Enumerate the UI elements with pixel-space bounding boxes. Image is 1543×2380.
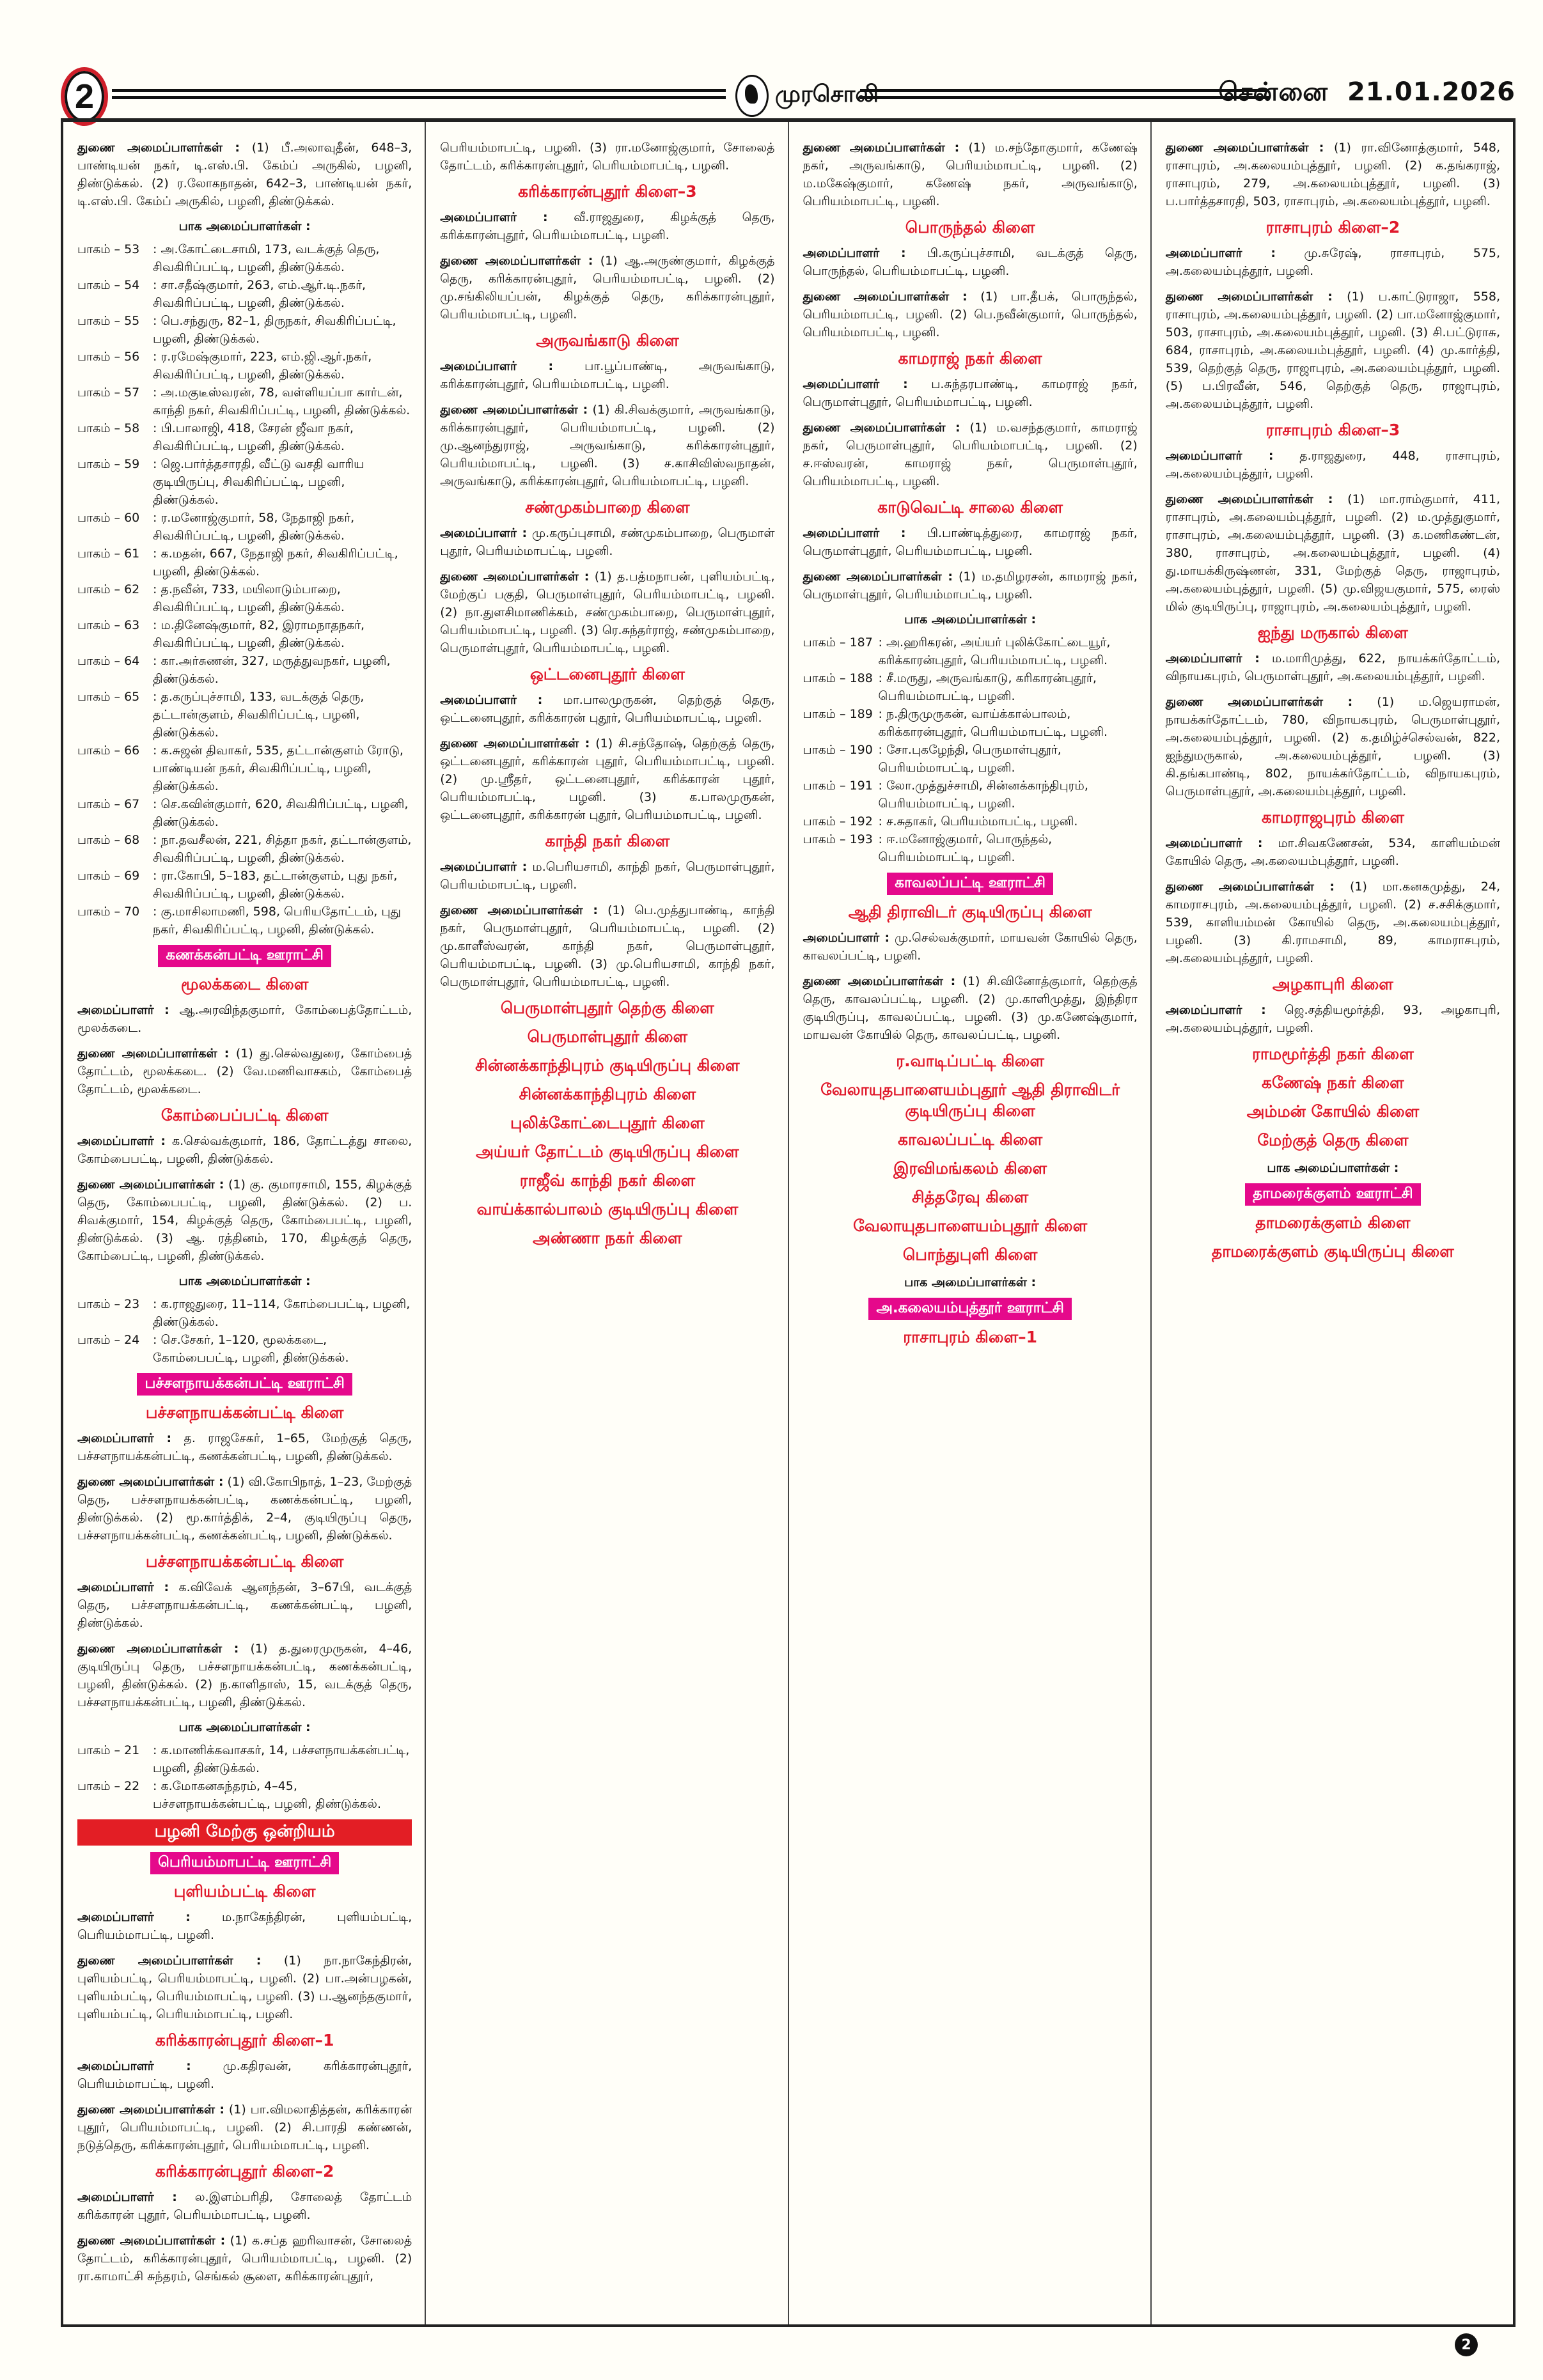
entry-text: பி.கருப்புச்சாமி, வடக்குத் தெரு, பொருந்தல், பெரியம்மாபட்டி, பழனி.	[803, 246, 1138, 278]
entry-label: அமைப்பாளர் :	[1165, 246, 1276, 260]
union-banner: பழனி மேற்கு ஒன்றியம்	[77, 1819, 412, 1846]
booth-organizer: : சா.சதீஷ்குமார், 263, எம்.ஆர்.டி.நகர், சிவகிரிப்பட்டி, பழனி, திண்டுக்கல்.	[153, 278, 366, 310]
branch-heading: ராசாபுரம் கிளை–2	[1265, 218, 1400, 237]
column-2	[426, 122, 788, 2324]
entry-paragraph	[77, 1473, 412, 1544]
entry-text: (1) கு. குமாரசாமி, 155, கிழக்குத் தெரு, கோம்பைபட்டி, பழனி, திண்டுக்கல். (2) ப. சிவக்குமார், 154, கிழக்குத் தெரு, கோம்பைபட்டி, பழனி, திண்டுக்கல். (3) ஆ. ரத்தினம், 170, கிழக்குத் தெரு, கோம்பைட்டி, பழனி, திண்டுக்கல்.	[77, 1178, 412, 1263]
booth-number: பாகம் – 58	[77, 421, 140, 435]
branch-heading: புளியம்பட்டி கிளை	[173, 1882, 316, 1901]
column-4	[1152, 122, 1513, 2324]
branch-heading: சின்னக்காந்திபுரம் கிளை	[519, 1085, 696, 1103]
entry-paragraph	[803, 288, 1138, 341]
entry-label: அமைப்பாளர் :	[1165, 836, 1263, 850]
booth-number: பாகம் – 24	[77, 1333, 140, 1347]
entry-label: துணை அமைப்பாளர்கள் :	[77, 1178, 224, 1192]
entry-paragraph	[77, 139, 412, 210]
entry-paragraph	[77, 1045, 412, 1098]
date: 21.01.2026	[1347, 77, 1516, 107]
entry-paragraph	[803, 568, 1138, 603]
entry-label: அமைப்பாளர் :	[440, 860, 528, 874]
entry-text: வீ.ராஜதுரை, கிழக்குத் தெரு, கரிக்காரன்புதூர், பெரியம்மாபட்டி, பழனி.	[440, 210, 775, 242]
booth-number: பாகம் – 190	[803, 743, 873, 757]
booth-number: பாகம் – 22	[77, 1779, 140, 1793]
panchayat-banner: பச்சளநாயக்கன்பட்டி ஊராட்சி	[137, 1373, 352, 1396]
entry-label: துணை அமைப்பாளர்கள் :	[803, 290, 967, 304]
emblem-icon	[735, 75, 769, 117]
booth-organizer: : ஜெ.பார்த்தசாரதி, வீட்டு வசதி வாரிய குடியிருப்பு, சிவகிரிப்பட்டி, பழனி, திண்டுக்கல்.	[153, 457, 364, 507]
booth-entry	[77, 276, 412, 312]
entry-label: துணை அமைப்பாளர்கள் :	[440, 403, 588, 417]
booth-organizer: : ச.சுதாகர், பெரியம்மாபட்டி, பழனி.	[878, 814, 1078, 828]
booth-entry	[77, 1331, 412, 1367]
booth-organizer: : த.கருப்புச்சாமி, 133, வடக்குத் தெரு, தட்டான்குளம், சிவகிரிப்பட்டி, பழனி, திண்டுக்கல்.	[153, 690, 364, 740]
booth-organizer: : ம.தினேஷ்குமார், 82, இராமநாதநகர், சிவகிரிப்பட்டி, பழனி, திண்டுக்கல்.	[153, 618, 365, 650]
entry-text: (1) து.செல்வதுரை, கோம்பைத் தோட்டம், மூலக்கடை. (2) வே.மணிவாசகம், கோம்பைத் தோட்டம், மூலக்கடை.	[77, 1046, 412, 1096]
booth-entry	[77, 795, 412, 831]
branch-heading: மூலக்கடை கிளை	[180, 975, 309, 993]
entry-label: துணை அமைப்பாளர்கள் :	[803, 421, 960, 435]
entry-label: அமைப்பாளர் :	[77, 1910, 191, 1924]
booth-number: பாகம் – 70	[77, 905, 140, 919]
entry-text: (1) ரா.வினோத்குமார், 548, ராசாபுரம், அ.கலையம்புத்தூர், பழனி. (2) க.தங்கராஜ், ராசாபுரம், 279, அ.கலையம்புத்தூர், பழனி. (3) ப.பார்த்தசாரதி, 503, ராசாபுரம், அ.கலையம்புத்தூர், பழனி.	[1165, 141, 1500, 208]
entry-text: ம.பெரியசாமி, காந்தி நகர், பெருமாள்புதூர், பெரியம்மாபட்டி, பழனி.	[440, 860, 775, 892]
entry-paragraph	[1166, 288, 1500, 413]
entry-paragraph	[803, 929, 1138, 965]
branch-heading: பொந்துபுளி கிளை	[902, 1245, 1038, 1264]
booth-entry	[77, 688, 412, 742]
booth-number: பாகம் – 187	[803, 635, 873, 649]
entry-text: (1) சி.வினோத்குமார், தெற்குத் தெரு, காவலப்பட்டி, பழனி. (2) மு.காளிமுத்து, இந்திரா குடியிருப்பு, காவலப்பட்டி, பழனி. (3) மு.கணேஷ்குமார், மாயவன் கோயில் தெரு, காவலப்பட்டி, பழனி.	[803, 974, 1138, 1042]
entry-label: அமைப்பாளர் :	[440, 210, 548, 224]
branch-heading: அருவங்காடு கிளை	[536, 331, 679, 350]
entry-text: பா.பூப்பாண்டி, அருவங்காடு, கரிக்காரன்புதூர், பெரியம்மாபட்டி, பழனி.	[440, 359, 775, 391]
branch-heading: காவலப்பட்டி கிளை	[898, 1130, 1043, 1149]
panchayat-banner: தாமரைக்குளம் ஊராட்சி	[1245, 1183, 1421, 1206]
booth-entry	[77, 240, 412, 276]
booth-entry	[77, 1777, 412, 1813]
booth-organizer: : லோ.முத்துச்சாமி, சின்னக்காந்திபுரம், பெரியம்மாபட்டி, பழனி.	[878, 779, 1088, 811]
booth-number: பாகம் – 57	[77, 385, 140, 400]
newspaper-logo	[735, 75, 879, 117]
entry-text: மா.சிவகணேசன், 534, காளியம்மன் கோயில் தெரு, அ.கலையம்புத்தூர், பழனி.	[1165, 836, 1500, 868]
booth-entry	[77, 580, 412, 616]
booth-entry	[803, 777, 1138, 813]
booth-entry	[803, 634, 1138, 669]
branch-heading: சின்னக்காந்திபுரம் குடியிருப்பு கிளை	[475, 1056, 740, 1075]
branch-heading: மேற்குத் தெரு கிளை	[1257, 1131, 1409, 1149]
booth-organizer: : க.மாணிக்கவாசகர், 14, பச்சளநாயக்கன்பட்டி, பழனி, திண்டுக்கல்.	[153, 1743, 410, 1775]
entry-paragraph	[77, 1640, 412, 1711]
entry-label: அமைப்பாளர் :	[440, 526, 528, 540]
entry-label: அமைப்பாளர் :	[440, 693, 543, 707]
branch-heading: பெருமாள்புதூர் கிளை	[527, 1027, 688, 1046]
entry-label: துணை அமைப்பாளர்கள் :	[440, 254, 593, 268]
entry-paragraph	[1166, 649, 1500, 685]
booth-entry	[77, 742, 412, 795]
booth-number: பாகம் – 55	[77, 314, 140, 328]
entry-paragraph	[1166, 834, 1500, 870]
booth-entry	[77, 455, 412, 509]
entry-paragraph	[440, 568, 774, 657]
dateline	[1218, 77, 1516, 110]
entry-text: (1) ம.வசந்தகுமார், காமராஜ் நகர், பெருமாள்புதூர், பெரியம்மாபட்டி, பழனி. (2) ச.ஈஸ்வரன், காமராஜ் நகர், பெருமாள்புதூர், பெரியம்மாபட்டி, பழனி.	[803, 421, 1138, 488]
entry-label: துணை அமைப்பாளர்கள் :	[1165, 141, 1324, 155]
branch-heading: ராசாபுரம் கிளை–3	[1265, 421, 1400, 439]
footer-page-number: 2	[1455, 2333, 1478, 2356]
entry-label: அமைப்பாளர் :	[77, 1134, 166, 1148]
booth-organizer: : சோ.புகழேந்தி, பெருமாள்புதூர், பெரியம்மாபட்டி, பழனி.	[878, 743, 1061, 775]
booth-number: பாகம் – 64	[77, 654, 140, 668]
entry-paragraph	[803, 375, 1138, 411]
branch-heading: கரிக்காரன்புதூர் கிளை–3	[518, 182, 697, 201]
branch-heading: தாமரைக்குளம் குடியிருப்பு கிளை	[1211, 1242, 1454, 1261]
booth-organizer: : ர.மனோஜ்குமார், 58, நேதாஜி நகர், சிவகிரிப்பட்டி, பழனி, திண்டுக்கல்.	[153, 511, 355, 543]
branch-heading: புலிக்கோட்டைபுதூர் கிளை	[510, 1114, 705, 1132]
entry-text: (1) க.சப்த ஹரிவாசன், சோலைத் தோட்டம், கரிக்காரன்புதூர், பெரியம்மாபட்டி, பழனி. (2) ரா.காமாட்சி சுந்தரம், செங்கல் சூளை, கரிக்காரன்புதூர்,	[77, 2234, 412, 2283]
entry-text: (1) மா.கனகமுத்து, 24, காமராசபுரம், அ.கலையம்புத்தூர், பழனி. (2) ச.சசிக்குமார், 539, காளியம்மன் கோயில் தெரு, அ.கலையம்புத்தூர், பழனி. (3) கி.ராமசாமி, 89, காமராசபுரம், அ.கலையம்புத்தூர், பழனி.	[1165, 880, 1501, 965]
booth-number: பாகம் – 21	[77, 1743, 140, 1757]
entry-label: அமைப்பாளர் :	[803, 246, 906, 260]
entry-text: (1) த.பத்மநாபன், புளியம்பட்டி, மேற்குப் பகுதி, பெருமாள்புதூர், பெரியம்மாபட்டி, பழனி. (2) நா.துளசிமாணிக்கம், சண்முகம்பாறை, பெருமாள்புதூர், பெரியம்மாபட்டி, பழனி. (3) ரெ.சுந்தர்ராஜ், சண்முகம்பாறை, பெருமாள்புதூர், பெரியம்மாபட்டி, பழனி.	[440, 570, 775, 655]
booth-number: பாகம் – 192	[803, 814, 873, 828]
booth-number: பாகம் – 191	[803, 779, 873, 793]
panchayat-banner: காவலப்பட்டி ஊராட்சி	[887, 873, 1053, 895]
entry-paragraph	[803, 972, 1138, 1044]
branch-heading: வாய்க்கால்பாலம் குடியிருப்பு கிளை	[476, 1200, 739, 1218]
entry-text: ஜெ.சத்தியமூர்த்தி, 93, அழகாபுரி, அ.கலையம்புத்தூர், பழனி.	[1165, 1003, 1500, 1035]
booth-organizer: : அ.ஹரிகரன், அய்யர் புலிக்கோட்டையூர், கரிக்காரன்புதூர், பெரியம்மாபட்டி, பழனி.	[878, 635, 1111, 667]
city: சென்னை	[1218, 77, 1329, 107]
booth-organizer: : க.மதன், 667, நேதாஜி நகர், சிவகிரிப்பட்டி, பழனி, திண்டுக்கல்.	[153, 547, 398, 579]
booth-organizer: : த.நவீன், 733, மயிலாடும்பாறை, சிவகிரிப்பட்டி, பழனி, திண்டுக்கல்.	[153, 582, 345, 614]
booth-organizer: : கா.அர்சுணன், 327, மருத்துவநகர், பழனி, திண்டுக்கல்.	[153, 654, 391, 686]
branch-heading: அம்மன் கோயில் கிளை	[1246, 1102, 1420, 1121]
booth-number: பாகம் – 68	[77, 833, 140, 847]
booth-entry	[803, 669, 1138, 705]
entry-paragraph	[440, 691, 774, 727]
entry-paragraph	[440, 401, 774, 490]
booth-entry	[803, 813, 1138, 830]
branch-heading: காமராஜ் நகர் கிளை	[898, 349, 1042, 368]
entry-paragraph	[803, 244, 1138, 280]
branch-heading: பெருமாள்புதூர் தெற்கு கிளை	[500, 999, 714, 1017]
booth-organizer: : பெ.சந்துரு, 82–1, திருநகர், சிவகிரிப்பட்டி, பழனி, திண்டுக்கல்.	[153, 314, 396, 346]
branch-heading: ராஜீவ் காந்தி நகர் கிளை	[519, 1171, 696, 1190]
branch-heading: காடுவெட்டி சாலை கிளை	[877, 498, 1063, 517]
article-columns	[61, 118, 1516, 2327]
entry-label: அமைப்பாளர் :	[77, 2190, 177, 2204]
branch-heading: கோம்பைப்பட்டி கிளை	[161, 1106, 329, 1124]
entry-text: பெரியம்மாபட்டி, பழனி. (3) ரா.மனோஜ்குமார், சோலைத் தோட்டம், கரிக்காரன்புதூர், பெரியம்மாபட்டி, பழனி.	[440, 141, 775, 173]
entry-text: (1) நா.நாகேந்திரன், புளியம்பட்டி, பெரியம்மாபட்டி, பழனி. (2) பா.அன்பழகன், புளியம்பட்டி, பெரியம்மாபட்டி, பழனி. (3) ப.ஆனந்தகுமார், புளியம்பட்டி, பெரியம்மாபட்டி, பழனி.	[77, 1954, 412, 2021]
entry-text: (1) பீ.அலாவுதீன், 648–3, பாண்டியன் நகர், டி.எஸ்.பி. கேம்ப் அருகில், பழனி, திண்டுக்கல். (2) ர.லோகநாதன், 642–3, பாண்டியன் நகர், டி.எஸ்.பி. கேம்ப் அருகில், பழனி, திண்டுக்கல்.	[77, 141, 412, 208]
booth-number: பாகம் – 66	[77, 743, 140, 758]
entry-text: மு.சுரேஷ், ராசாபுரம், 575, அ.கலையம்புத்தூர், பழனி.	[1165, 246, 1501, 278]
booth-organizers-subhead: பாக அமைப்பாளர்கள் :	[904, 1275, 1037, 1289]
entry-paragraph	[1166, 693, 1500, 800]
entry-text: (1) ம.சந்தோகுமார், கணேஷ் நகர், அருவங்காடு, பெரியம்மாபட்டி, பழனி. (2) ம.மகேஷ்குமார், கணேஷ் நகர், அருவங்காடு, பெரியம்மாபட்டி, பழனி.	[803, 141, 1138, 208]
branch-heading: காந்தி நகர் கிளை	[545, 832, 670, 850]
entry-paragraph	[1166, 139, 1500, 210]
entry-paragraph	[77, 2188, 412, 2224]
branch-heading: ராசாபுரம் கிளை–1	[903, 1328, 1038, 1346]
entry-label: துணை அமைப்பாளர்கள் :	[1165, 290, 1333, 304]
booth-entry	[77, 348, 412, 384]
branch-heading: ஐந்து மருகால் கிளை	[1257, 623, 1408, 642]
entry-paragraph	[803, 524, 1138, 560]
entry-text: மா.பாலமுருகன், தெற்குத் தெரு, ஒட்டனைபுதூர், கரிக்காரன் புதூர், பெரியம்மாபட்டி, பழனி.	[440, 693, 775, 725]
entry-text: (1) பெ.முத்துபாண்டி, காந்தி நகர், பெருமாள்புதூர், பெரியம்மாபட்டி, பழனி. (2) மு.காளீஸ்வரன், காந்தி நகர், பெருமாள்புதூர், பெரியம்மாபட்டி, பழனி. (3) மு.பெரியசாமி, காந்தி நகர், பெருமாள்புதூர், பெரியம்மாபட்டி, பழனி.	[440, 903, 775, 989]
entry-text: (1) பா.தீபக், பொருந்தல், பெரியம்மாபட்டி, பழனி. (2) பெ.நவீன்குமார், பொருந்தல், பெரியம்மாபட்டி, பழனி.	[803, 290, 1138, 339]
entry-label: அமைப்பாளர் :	[803, 931, 890, 945]
entry-text: ஆ.அரவிந்தகுமார், கோம்பைத்தோட்டம், மூலக்கடை.	[77, 1003, 412, 1035]
booth-organizer: : க.மோகனசுந்தரம், 4–45, பச்சளநாயக்கன்பட்டி, பழனி, திண்டுக்கல்.	[153, 1779, 381, 1811]
booth-organizer: : க.ராஜதுரை, 11–114, கோம்பைபட்டி, பழனி, திண்டுக்கல்.	[153, 1297, 411, 1329]
booth-organizer: : செ.கவின்குமார், 620, சிவகிரிப்பட்டி, பழனி, திண்டுக்கல்.	[153, 797, 409, 829]
entry-paragraph	[1166, 1001, 1500, 1037]
entry-text: த. ராஜசேகர், 1–65, மேற்குத் தெரு, பச்சளநாயக்கன்பட்டி, கணக்கன்பட்டி, பழனி, திண்டுக்கல்.	[77, 1431, 412, 1463]
entry-label: அமைப்பாளர் :	[77, 1580, 169, 1594]
booth-organizer: : பி.பாலாஜி, 418, சேரன் ஜீவா நகர், சிவகிரிப்பட்டி, பழனி, திண்டுக்கல்.	[153, 421, 354, 453]
entry-text: ல.இளம்பரிதி, சோலைத் தோட்டம் கரிக்காரன் புதூர், பெரியம்மாபட்டி, பழனி.	[77, 2190, 412, 2222]
page-number-badge: 2	[61, 67, 108, 126]
branch-heading: பச்சளநாயக்கன்பட்டி கிளை	[145, 1403, 344, 1422]
branch-heading: கரிக்காரன்புதூர் கிளை–2	[155, 2162, 334, 2181]
entry-paragraph	[1166, 878, 1500, 967]
booth-number: பாகம் – 63	[77, 618, 140, 632]
entry-label: அமைப்பாளர் :	[1165, 651, 1260, 665]
entry-text: (1) பா.விமலாதித்தன், கரிக்காரன் புதூர், பெரியம்மாபட்டி, பழனி. (2) சி.பாரதி கண்ணன், நடுத்தெரு, கரிக்காரன்புதூர், பெரியம்மாபட்டி, பழனி.	[77, 2103, 412, 2152]
entry-paragraph	[803, 139, 1138, 210]
masthead-rule	[860, 89, 1269, 99]
branch-heading: வேலாயுதபாளையம்புதூர் ஆதி திராவிடர் குடியிருப்பு கிளை	[820, 1080, 1120, 1120]
entry-paragraph	[77, 1908, 412, 1944]
entry-label: துணை அமைப்பாளர்கள் :	[803, 974, 956, 988]
booth-number: பாகம் – 61	[77, 547, 140, 561]
branch-heading: வேலாயுதபாளையம்புதூர் கிளை	[853, 1217, 1088, 1235]
entry-text: ம.நாகேந்திரன், புளியம்பட்டி, பெரியம்மாபட்டி, பழனி.	[77, 1910, 412, 1942]
entry-paragraph	[77, 2057, 412, 2093]
entry-label: துணை அமைப்பாளர்கள் :	[77, 141, 240, 155]
column-1	[63, 122, 426, 2324]
entry-text: ம.மாரிமுத்து, 622, நாயக்கர்தோட்டம், விநாயகபுரம், பெருமாள்புதூர், அ.கலையம்புத்தூர், பழனி.	[1165, 651, 1501, 683]
panchayat-banner: கணக்கன்பட்டி ஊராட்சி	[158, 945, 331, 967]
booth-entry	[77, 903, 412, 938]
entry-text: (1) ப.காட்டுராஜா, 558, ராசாபுரம், அ.கலையம்புத்தூர், பழனி. (2) பா.மனோஜ்குமார், 503, ராசாபுரம், அ.கலையம்புத்தூர், பழனி. (3) சி.பட்டுராசு, 684, ராசாபுரம், அ.கலையம்புத்தூர், பழனி. (4) மு.கார்த்தி, 539, தெற்குத் தெரு, ராஜாபுரம், அ.கலையம்புத்தூர், பழனி. (5) ப.பிரவீன், 546, தெற்குத் தெரு, ராஜாபுரம், அ.கலையம்புத்தூர், பழனி.	[1165, 290, 1500, 411]
booth-organizer: : அ.கோட்டைசாமி, 173, வடக்குத் தெரு, சிவகிரிப்பட்டி, பழனி, திண்டுக்கல்.	[153, 242, 380, 274]
booth-entry	[77, 312, 412, 348]
booth-entry	[803, 741, 1138, 777]
branch-heading: பச்சளநாயக்கன்பட்டி கிளை	[145, 1552, 344, 1571]
booth-number: பாகம் – 69	[77, 869, 140, 883]
booth-organizer: : செ.சேகர், 1–120, மூலக்கடை, கோம்பைபட்டி, பழனி, திண்டுக்கல்.	[153, 1333, 349, 1365]
entry-paragraph	[77, 1578, 412, 1632]
entry-paragraph	[440, 252, 774, 323]
entry-paragraph	[1166, 447, 1500, 483]
entry-paragraph	[440, 357, 774, 393]
entry-label: துணை அமைப்பாளர்கள் :	[77, 1475, 224, 1489]
booth-organizer: : ஈ.மனோஜ்குமார், பொருந்தல், பெரியம்மாபட்டி, பழனி.	[878, 832, 1053, 864]
booth-entry	[77, 545, 412, 580]
entry-label: அமைப்பாளர் :	[803, 377, 908, 391]
entry-label: துணை அமைப்பாளர்கள் :	[77, 1046, 230, 1061]
branch-heading: பொருந்தல் கிளை	[905, 218, 1035, 237]
panchayat-banner: அ.கலையம்புத்தூர் ஊராட்சி	[868, 1298, 1072, 1320]
booth-organizers-subhead: பாக அமைப்பாளர்கள் :	[1267, 1161, 1399, 1175]
branch-heading: ஒட்டனைபுதூர் கிளை	[529, 665, 685, 683]
branch-heading: தாமரைக்குளம் கிளை	[1255, 1213, 1411, 1232]
booth-number: பாகம் – 53	[77, 242, 140, 256]
entry-paragraph	[440, 858, 774, 894]
entry-text: மு.செல்வக்குமார், மாயவன் கோயில் தெரு, காவலப்பட்டி, பழனி.	[803, 931, 1138, 963]
booth-organizer: : கு.மாசிலாமணி, 598, பெரியதோட்டம், புது நகர், சிவகிரிப்பட்டி, பழனி, திண்டுக்கல்.	[153, 905, 401, 937]
entry-label: துணை அமைப்பாளர்கள் :	[1165, 695, 1353, 709]
booth-organizer: : ர.ரமேஷ்குமார், 223, எம்.ஜி.ஆர்.நகர், சிவகிரிப்பட்டி, பழனி, திண்டுக்கல்.	[153, 350, 372, 382]
booth-organizer: : ரா.கோபி, 5–183, தட்டான்குளம், புது நகர், சிவகிரிப்பட்டி, பழனி, திண்டுக்கல்.	[153, 869, 398, 901]
masthead-rule	[112, 89, 726, 99]
entry-text: (1) ஆ.அருண்குமார், கிழக்குத் தெரு, கரிக்காரன்புதூர், பெரியம்மாபட்டி, பழனி. (2) மு.சங்கிலியப்பன், கிழக்குத் தெரு, கரிக்காரன்புதூர், பெரியம்மாபட்டி, பழனி.	[440, 254, 775, 322]
booth-organizer: : ந.திருமுருகன், வாய்க்கால்பாலம், கரிக்காரன்புதூர், பெரியம்மாபட்டி, பழனி.	[878, 707, 1108, 739]
entry-label: அமைப்பாளர் :	[440, 359, 554, 373]
entry-label: துணை அமைப்பாளர்கள் :	[803, 570, 953, 584]
booth-entry	[77, 1295, 412, 1331]
branch-heading: அண்ணா நகர் கிளை	[533, 1229, 682, 1247]
booth-number: பாகம் – 188	[803, 671, 873, 685]
entry-text: ப.சுந்தரபாண்டி, காமராஜ் நகர், பெருமாள்புதூர், பெரியம்மாபட்டி, பழனி.	[803, 377, 1138, 409]
booth-number: பாகம் – 62	[77, 582, 140, 596]
booth-number: பாகம் – 59	[77, 457, 140, 471]
entry-text: (1) மா.ராம்குமார், 411, ராசாபுரம், அ.கலையம்புத்தூர், பழனி. (2) ம.முத்துகுமார், ராசாபுரம், அ.கலையம்புத்தூர், பழனி. (3) க.மணிகண்டன், 380, ராசாபுரம், அ.கலையம்புத்தூர், பழனி. (4) து.மாயக்கிருஷ்ணன், 331, மேற்குத் தெரு, ராஜாபுரம், அ.கலையம்புத்தூர், பழனி. (5) மு.விஜயகுமார், 575, ரைஸ் மில் குடியிருப்பு, ராஜாபுரம், அ.கலையம்புத்தூர், பழனி.	[1165, 492, 1500, 614]
entry-label: துணை அமைப்பாளர்கள் :	[77, 1954, 262, 1968]
entry-text: (1) த.துரைமுருகன், 4–46, குடியிருப்பு தெரு, பச்சளநாயக்கன்பட்டி, கணக்கன்பட்டி, பழனி, திண்டுக்கல். (2) ந.காளிதாஸ், 15, வடக்குத் தெரு, பச்சளநாயக்கன்பட்டி, பழனி, திண்டுக்கல்.	[77, 1642, 412, 1709]
entry-text: (1) சி.சந்தோஷ், தெற்குத் தெரு, ஒட்டனைபுதூர், கரிக்காரன் புதூர், பெரியம்மாபட்டி, பழனி. (2) மு.ஸ்ரீதர், ஒட்டனைபுதூர், கரிக்காரன் புதூர், பெரியம்மாபட்டி, பழனி. (3) க.பாலமுருகன், ஒட்டனைபுதூர், கரிக்காரன் புதூர், பெரியம்மாபட்டி, பழனி.	[440, 736, 775, 822]
column-3	[789, 122, 1152, 2324]
booth-number: பாகம் – 60	[77, 511, 140, 525]
entry-paragraph	[77, 1001, 412, 1037]
booth-organizers-subhead: பாக அமைப்பாளர்கள் :	[178, 1274, 311, 1288]
branch-heading: கரிக்காரன்புதூர் கிளை–1	[155, 2031, 334, 2049]
branch-heading: அய்யர் தோட்டம் குடியிருப்பு கிளை	[476, 1142, 739, 1161]
booth-entry	[803, 705, 1138, 741]
entry-label: அமைப்பாளர் :	[77, 2059, 191, 2073]
entry-text: (1) வி.கோபிநாத், 1–23, மேற்குத் தெரு, பச்சளநாயக்கன்பட்டி, கணக்கன்பட்டி, பழனி, திண்டுக்கல். (2) மூ.கார்த்திக், 2–4, குடியிருப்பு தெரு, பச்சளநாயக்கன்பட்டி, கணக்கன்பட்டி, பழனி, திண்டுக்கல்.	[77, 1475, 412, 1543]
entry-text: பி.பாண்டித்துரை, காமராஜ் நகர், பெருமாள்புதூர், பெரியம்மாபட்டி, பழனி.	[803, 526, 1138, 558]
entry-label: அமைப்பாளர் :	[77, 1431, 172, 1445]
newspaper-name: முரசொலி	[775, 81, 879, 107]
entry-text: மு.கருப்புசாமி, சண்முகம்பாறை, பெருமாள் புதூர், பெரியம்மாபட்டி, பழனி.	[440, 526, 775, 558]
booth-number: பாகம் – 54	[77, 278, 140, 292]
booth-entry	[77, 616, 412, 652]
booth-entry	[77, 831, 412, 867]
booth-number: பாகம் – 189	[803, 707, 873, 721]
booth-number: பாகம் – 23	[77, 1297, 140, 1311]
entry-label: அமைப்பாளர் :	[1165, 1003, 1266, 1017]
branch-heading: ர.வாடிப்பட்டி கிளை	[896, 1052, 1044, 1070]
booth-entry	[77, 509, 412, 545]
booth-organizers-subhead: பாக அமைப்பாளர்கள் :	[178, 219, 311, 233]
entry-label: துணை அமைப்பாளர்கள் :	[440, 570, 590, 584]
branch-heading: ஆதி திராவிடர் குடியிருப்பு கிளை	[848, 903, 1092, 921]
entry-paragraph	[77, 2101, 412, 2154]
booth-organizers-subhead: பாக அமைப்பாளர்கள் :	[904, 612, 1037, 626]
entry-label: துணை அமைப்பாளர்கள் :	[1165, 492, 1333, 506]
booth-entry	[77, 419, 412, 455]
entry-paragraph	[1166, 490, 1500, 616]
branch-heading: அழகாபுரி கிளை	[1272, 975, 1393, 993]
booth-number: பாகம் – 67	[77, 797, 140, 811]
booth-entry	[77, 1741, 412, 1777]
entry-paragraph	[77, 1132, 412, 1168]
entry-label: துணை அமைப்பாளர்கள் :	[440, 736, 590, 751]
entry-text: மு.கதிரவன், கரிக்காரன்புதூர், பெரியம்மாபட்டி, பழனி.	[77, 2059, 412, 2091]
booth-organizer: : க.சுஜன் திவாகர், 535, தட்டான்குளம் ரோடு, பாண்டியன் நகர், சிவகிரிப்பட்டி, பழனி, திண்டுக்கல்.	[153, 743, 403, 793]
entry-text: (1) ம.ஜெயராமன், நாயக்கர்தோட்டம், 780, விநாயகபுரம், பெருமாள்புதூர், அ.கலையம்புத்தூர், பழனி. (2) க.தமிழ்ச்செல்வன், 822, ஐந்துமருகால், அ.கலையம்புத்தூர், பழனி. (3) கி.தங்கபாண்டி, 802, நாயக்கர்தோட்டம், விநாயகபுரம், பெருமாள்புதூர், அ.கலையம்புத்தூர், பழனி.	[1165, 695, 1501, 798]
entry-label: துணை அமைப்பாளர்கள் :	[803, 141, 960, 155]
entry-text: (1) ம.தமிழரசன், காமராஜ் நகர், பெருமாள்புதூர், பெரியம்மாபட்டி, பழனி.	[803, 570, 1138, 602]
entry-paragraph	[77, 1429, 412, 1465]
entry-text: க.விவேக் ஆனந்தன், 3–67பி, வடக்குத் தெரு, பச்சளநாயக்கன்பட்டி, கணக்கன்பட்டி, பழனி, திண்டுக்கல்.	[77, 1580, 412, 1630]
booth-entry	[77, 867, 412, 903]
booth-organizers-subhead: பாக அமைப்பாளர்கள் :	[178, 1720, 311, 1734]
booth-organizer: : நா.தவசீலன், 221, சித்தா நகர், தட்டான்குளம், சிவகிரிப்பட்டி, பழனி, திண்டுக்கல்.	[153, 833, 412, 865]
entry-paragraph	[1166, 244, 1500, 280]
entry-label: துணை அமைப்பாளர்கள் :	[77, 2103, 225, 2117]
branch-heading: சண்முகம்பாறை கிளை	[525, 498, 690, 517]
entry-text: த.ராஜதுரை, 448, ராசாபுரம், அ.கலையம்புத்தூர், பழனி.	[1165, 449, 1501, 481]
entry-paragraph	[77, 1952, 412, 2023]
entry-label: அமைப்பாளர் :	[1165, 449, 1274, 463]
branch-heading: சித்தரேவு கிளை	[912, 1188, 1029, 1206]
booth-number: பாகம் – 65	[77, 690, 140, 704]
booth-entry	[77, 652, 412, 688]
panchayat-banner: பெரியம்மாபட்டி ஊராட்சி	[150, 1852, 339, 1874]
entry-paragraph	[440, 735, 774, 824]
entry-label: துணை அமைப்பாளர்கள் :	[1165, 880, 1335, 894]
entry-text: (1) கி.சிவக்குமார், அருவங்காடு, கரிக்காரன்புதூர், பெரியம்மாபட்டி, பழனி. (2) மு.ஆனந்துராஜ், அருவங்காடு, கரிக்காரன்புதூர், பெரியம்மாபட்டி, பழனி. (3) ச.காசிவிஸ்வநாதன், அருவங்காடு, கரிக்காரன்புதூர், பெரியம்மாபட்டி, பழனி.	[440, 403, 775, 488]
booth-entry	[77, 384, 412, 419]
entry-paragraph	[440, 901, 774, 991]
entry-text: க.செல்வக்குமார், 186, தோட்டத்து சாலை, கோம்பைபட்டி, பழனி, திண்டுக்கல்.	[77, 1134, 412, 1166]
booth-number: பாகம் – 193	[803, 832, 873, 846]
entry-label: துணை அமைப்பாளர்கள் :	[77, 2234, 226, 2248]
entry-label: துணை அமைப்பாளர்கள் :	[440, 903, 598, 917]
entry-paragraph	[440, 524, 774, 560]
branch-heading: காமராஜபுரம் கிளை	[1261, 808, 1404, 827]
booth-organizer: : அ.மகுடீஸ்வரன், 78, வள்ளியப்பா கார்டன், காந்தி நகர், சிவகிரிப்பட்டி, பழனி, திண்டுக்கல்.	[153, 385, 411, 417]
branch-heading: கணேஷ் நகர் கிளை	[1262, 1073, 1404, 1092]
booth-number: பாகம் – 56	[77, 350, 140, 364]
entry-paragraph	[77, 2232, 412, 2285]
entry-label: அமைப்பாளர் :	[77, 1003, 169, 1017]
entry-paragraph	[440, 208, 774, 244]
branch-heading: ராமமூர்த்தி நகர் கிளை	[1251, 1045, 1414, 1063]
entry-paragraph	[77, 1176, 412, 1265]
branch-heading: இரவிமங்கலம் கிளை	[893, 1159, 1047, 1178]
entry-paragraph	[440, 139, 774, 175]
entry-paragraph	[803, 419, 1138, 490]
booth-organizer: : சீ.மருது, அருவங்காடு, கரிகாரன்புதூர், பெரியம்மாபட்டி, பழனி.	[878, 671, 1097, 703]
entry-label: துணை அமைப்பாளர்கள் :	[77, 1642, 239, 1656]
entry-label: அமைப்பாளர் :	[803, 526, 906, 540]
booth-entry	[803, 830, 1138, 866]
